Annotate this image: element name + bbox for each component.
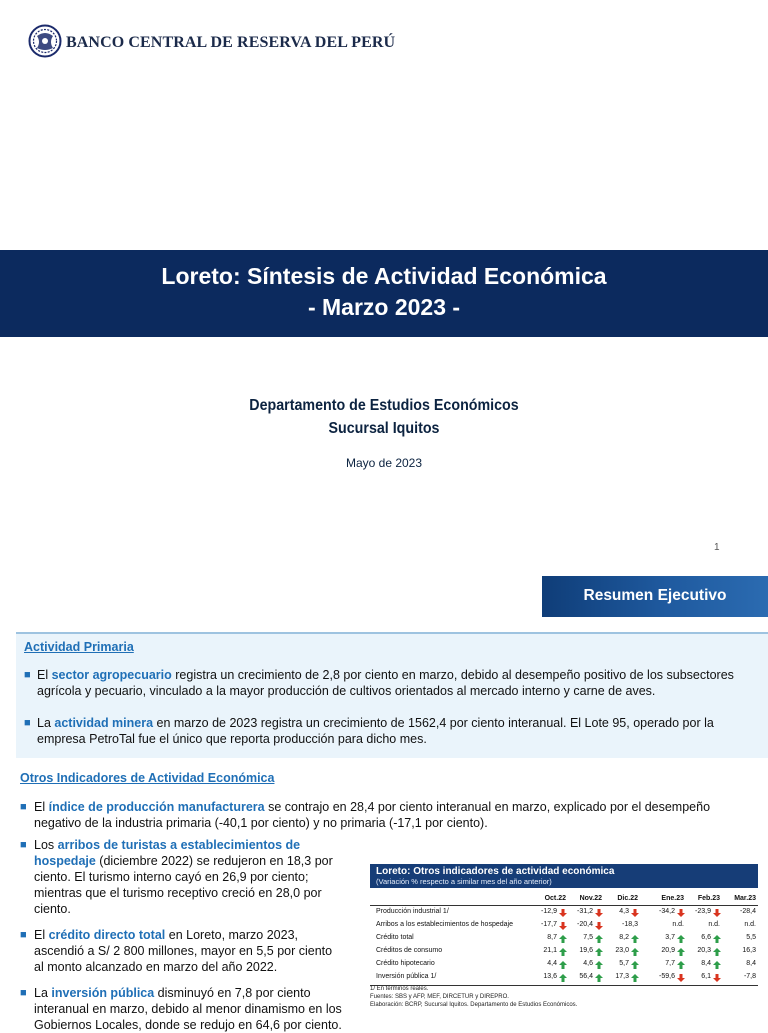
credit-bullet: El crédito directo total en Loreto, marzo 2023, [34, 928, 299, 942]
primary-bullet-agro-line2: agrícola y pecuario, vinculado a la mayor producción de cultivos orientados al mercado interno y carne de aves. [37, 684, 656, 698]
primary-bullet-mining-line2: empresa PetroTal fue el único que reporta producción para dicho mes. [37, 732, 427, 746]
table-row [370, 972, 758, 984]
tourism-bullet-line3: ciento. El turismo interno cayó en 26,9 por ciento; [34, 870, 309, 884]
table-cell-value: 8,4 [701, 960, 711, 967]
table-cell-value: n.d. [672, 921, 684, 928]
arrow-down-icon [713, 909, 721, 917]
table-cell-value: 4,4 [547, 960, 557, 967]
table-row [370, 933, 758, 945]
table-cell-value: 16,3 [742, 947, 756, 954]
report-period: - Marzo 2023 - [307, 294, 461, 320]
table-cell-value: 7,5 [583, 934, 593, 941]
bcrp-seal-icon [28, 24, 62, 58]
table-header [370, 864, 758, 888]
table-row [370, 959, 758, 971]
table-cell-value: 4,3 [619, 908, 629, 915]
table-cell-value: -28,4 [740, 908, 756, 915]
branch-name: Sucursal Iquitos [328, 420, 440, 437]
row-label: Crédito hipotecario [376, 960, 435, 967]
tourism-bullet-line4: mientras que el turismo receptivo creció en 28,0 por [34, 886, 322, 900]
banner-label: Resumen Ejecutivo [583, 587, 727, 604]
table-cell-value: 5,5 [746, 934, 756, 941]
table-row [370, 907, 758, 919]
arrow-down-icon [595, 922, 603, 930]
table-cell-value: 20,3 [697, 947, 711, 954]
table-cell-value: -20,4 [577, 921, 593, 928]
table-cell-value: 5,7 [619, 960, 629, 967]
table-cell-value: -7,8 [743, 973, 756, 980]
table-cell-value: 23,0 [615, 947, 629, 954]
row-label: Crédito total [376, 934, 414, 941]
table-cell-value: 4,6 [583, 960, 593, 967]
table-cell-value: 7,7 [665, 960, 675, 967]
publication-date: Mayo de 2023 [345, 456, 423, 470]
table-cell-value: 8,2 [619, 934, 629, 941]
table-cell-value: 20,9 [661, 947, 675, 954]
page-number: 1 [714, 542, 720, 553]
other-indicators-heading: Otros Indicadores de Actividad Económica [20, 771, 275, 785]
table-cell-value: 6,1 [701, 973, 711, 980]
table-rule [370, 905, 758, 906]
arrow-up-icon [713, 935, 721, 943]
row-label: Créditos de consumo [376, 947, 443, 954]
primary-bullet-agro: El sector agropecuario registra un crecimiento de 2,8 por ciento en marzo, debido al desempeño positivo de los subsectores [37, 668, 734, 682]
table-source: Fuentes: SBS y AFP, MEF, DIRCETUR y DIREPRO. [370, 994, 509, 1000]
credit-bullet-line2: ascendió a S/ 2 800 millones, mayor en 5,5 por ciento [34, 944, 333, 958]
column-header: Ene.23 [661, 895, 684, 902]
table-cell-value: 19,6 [579, 947, 593, 954]
row-label: Arribos a los establecimientos de hospedaje [376, 921, 513, 928]
tourism-highlight: arribos de turistas a establecimientos de [57, 838, 301, 852]
table-cell-value: -17,7 [541, 921, 557, 928]
table-cell-value: n.d. [744, 921, 756, 928]
table-cell-value: 17,3 [615, 973, 629, 980]
bullet-icon: ■ [20, 801, 27, 813]
column-header: Nov.22 [579, 895, 602, 902]
table-cell-value: -12,9 [541, 908, 557, 915]
executive-summary-banner [542, 576, 768, 617]
primary-activity-heading: Actividad Primaria [24, 640, 134, 654]
table-cell-value: 6,6 [701, 934, 711, 941]
manufacturing-highlight: índice de producción manufacturera [48, 800, 265, 814]
table-row [370, 920, 758, 932]
table-cell-value: 3,7 [665, 934, 675, 941]
table-cell-value: n.d. [708, 921, 720, 928]
department-name: Departamento de Estudios Económicos [249, 397, 519, 414]
table-cell-value: 8,7 [547, 934, 557, 941]
table-note: 1/ En términos reales. [370, 986, 429, 992]
table-row [370, 946, 758, 958]
arrow-up-icon [631, 961, 639, 969]
table-cell-value: 21,1 [543, 947, 557, 954]
report-title: Loreto: Síntesis de Actividad Económica [161, 263, 607, 289]
bullet-icon: ■ [20, 839, 27, 851]
investment-bullet: La inversión pública disminuyó en 7,8 por ciento [34, 986, 311, 1000]
table-subtitle: (Variación % respecto a similar mes del año anterior) [376, 877, 552, 886]
table-elaboration: Elaboración: BCRP, Sucursal Iquitos. Departamento de Estudios Económicos. [370, 1002, 578, 1008]
investment-highlight: inversión pública [51, 986, 155, 1000]
table-cell-value: -34,2 [659, 908, 675, 915]
table-cell-value: 8,4 [746, 960, 756, 967]
arrow-down-icon [713, 974, 721, 982]
indicators-table [370, 864, 758, 1024]
manufacturing-bullet: El índice de producción manufacturera se contrajo en 28,4 por ciento interanual en marzo, explicado por el desempeño [34, 800, 711, 814]
arrow-up-icon [713, 948, 721, 956]
table-title: Loreto: Otros indicadores de actividad económica [376, 866, 615, 877]
primary-bullet-mining: La actividad minera en marzo de 2023 registra un crecimiento de 1562,4 por ciento interanual. El Lote 95, operado por la [37, 716, 714, 730]
manufacturing-bullet-line2: negativo de la industria primaria (-40,1 por ciento) y no primaria (-17,1 por ciento). [34, 816, 488, 830]
bullet-icon: ■ [20, 987, 27, 999]
credit-highlight: crédito directo total [48, 928, 166, 942]
bullet-icon: ■ [24, 669, 31, 681]
credit-bullet-line3: al monto alcanzado en marzo del año 2022. [34, 960, 278, 974]
column-header: Feb.23 [697, 895, 720, 902]
table-cell-value: -23,9 [695, 908, 711, 915]
bank-name: BANCO CENTRAL DE RESERVA DEL PERÚ [66, 34, 396, 51]
tourism-bullet: Los arribos de turistas a establecimientos de [34, 838, 301, 852]
investment-bullet-line3: Gobiernos Locales, donde se redujo en 64,6 por ciento. [34, 1018, 342, 1032]
table-cell-value: 56,4 [579, 973, 593, 980]
table-cell-value: 13,6 [543, 973, 557, 980]
arrow-down-icon [631, 909, 639, 917]
bullet-icon: ■ [20, 929, 27, 941]
column-header: Dic.22 [617, 895, 638, 902]
tourism-bullet-line2: hospedaje (diciembre 2022) se redujeron en 18,3 por [34, 854, 333, 868]
arrow-up-icon [631, 935, 639, 943]
summary-page [0, 568, 768, 1032]
mining-highlight: actividad minera [54, 716, 154, 730]
investment-bullet-line2: interanual en marzo, debido al menor dinamismo en los [34, 1002, 342, 1016]
arrow-up-icon [631, 948, 639, 956]
arrow-up-icon [631, 974, 639, 982]
row-label: Producción industrial 1/ [376, 908, 449, 915]
column-header: Mar.23 [734, 895, 756, 902]
tourism-bullet-line5: ciento. [34, 902, 71, 916]
table-cell-value: -18,3 [622, 921, 638, 928]
column-header: Oct.22 [544, 895, 566, 902]
table-cell-value: -31,2 [577, 908, 593, 915]
row-label: Inversión pública 1/ [376, 973, 437, 980]
bullet-icon: ■ [24, 717, 31, 729]
table-cell-value: -59,6 [659, 973, 675, 980]
arrow-up-icon [713, 961, 721, 969]
agro-highlight: sector agropecuario [51, 668, 172, 682]
